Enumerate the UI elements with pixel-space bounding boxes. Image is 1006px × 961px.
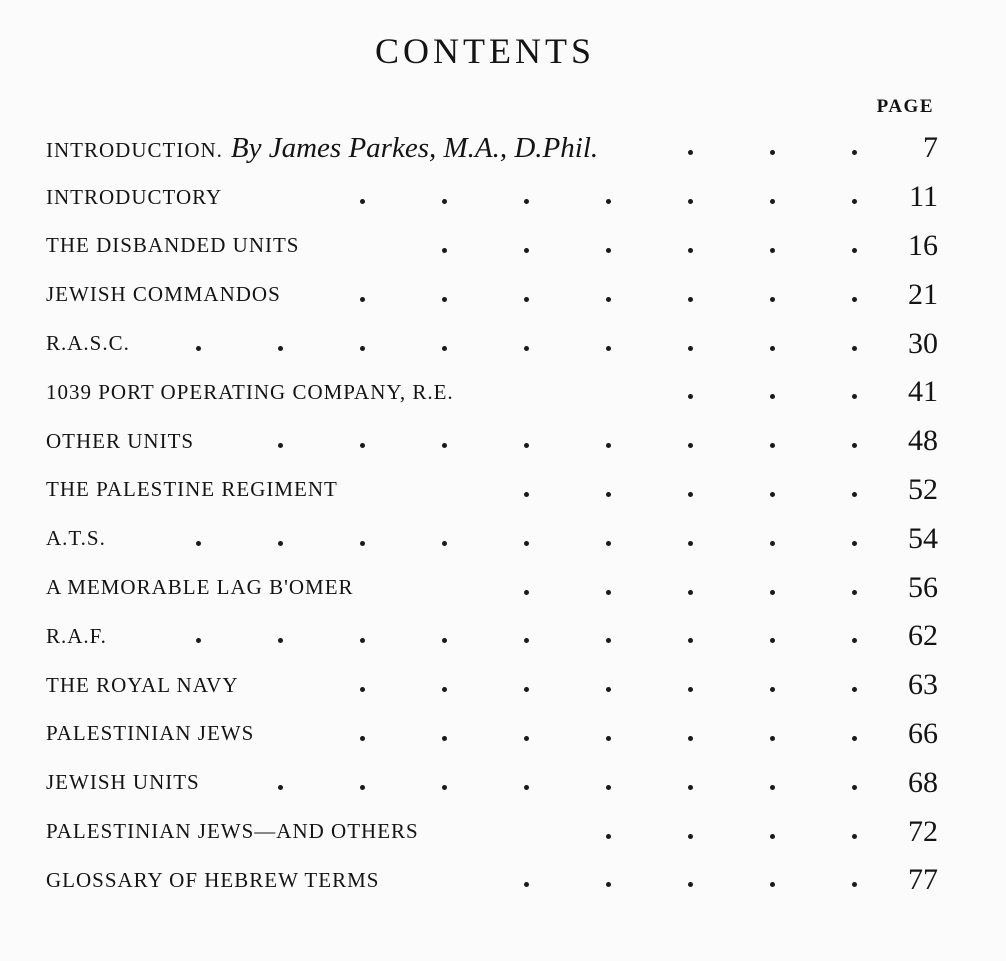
leader-dot [606,687,611,692]
toc-entry-page-number: 48 [908,424,938,458]
leader-dot [606,297,611,302]
toc-entry-title: R.A.F. [46,623,107,648]
leader-dot [852,199,857,204]
toc-entry[interactable] [46,563,938,612]
leader-dot [524,785,529,790]
leader-dot [688,736,693,741]
leader-dot [852,834,857,839]
leader-dot [688,492,693,497]
leader-dot [524,443,529,448]
toc-entry-page-number: 54 [908,521,938,555]
leader-dot [770,297,775,302]
leader-dot [524,590,529,595]
toc-entry-page-number: 52 [908,472,938,506]
toc-entry-page-number: 77 [908,863,938,897]
leader-dot [688,346,693,351]
toc-entry-page-number: 68 [908,765,938,799]
leader-dot [688,297,693,302]
dot-leader [46,319,878,368]
toc-entry[interactable] [46,319,938,368]
leader-dot [852,394,857,399]
leader-dot [360,638,365,643]
leader-dot [770,150,775,155]
leader-dot [524,199,529,204]
toc-entry-title: JEWISH COMMANDOS [46,282,281,307]
leader-dot [606,443,611,448]
toc-entry-title: THE DISBANDED UNITS [46,233,300,258]
toc-entry-title: THE PALESTINE REGIMENT [46,477,338,502]
toc-entry-title: A.T.S. [46,526,106,551]
leader-dot [524,882,529,887]
leader-dot [770,492,775,497]
leader-dot [606,346,611,351]
toc-entry[interactable] [46,270,938,319]
leader-dot [606,736,611,741]
toc-entry-page-number: 62 [908,619,938,653]
leader-dot [278,346,283,351]
leader-dot [770,736,775,741]
leader-dot [442,297,447,302]
toc-entry-title: THE ROYAL NAVY [46,672,239,697]
leader-dot [852,736,857,741]
leader-dot [770,346,775,351]
toc-entry[interactable] [46,807,938,856]
toc-entry-title: JEWISH UNITS [46,770,200,795]
leader-dot [852,346,857,351]
leader-dot [852,785,857,790]
leader-dot [442,638,447,643]
toc-entry-page-number: 21 [908,277,938,311]
leader-dot [524,638,529,643]
toc-entry[interactable] [46,124,938,173]
leader-dot [852,150,857,155]
toc-entry-title: INTRODUCTORY [46,184,223,209]
leader-dot [852,687,857,692]
leader-dot [606,541,611,546]
leader-dot [524,492,529,497]
toc-entry[interactable] [46,710,938,759]
leader-dot [852,638,857,643]
toc-entry[interactable] [46,661,938,710]
toc-entry-page-number: 63 [908,668,938,702]
leader-dot [360,297,365,302]
toc-entry-page-number: 7 [923,131,938,165]
toc-entry-page-number: 30 [908,326,938,360]
leader-dot [360,687,365,692]
leader-dot [606,248,611,253]
toc-entry[interactable] [46,514,938,563]
table-of-contents [46,124,938,905]
leader-dot [688,150,693,155]
leader-dot [852,541,857,546]
leader-dot [442,687,447,692]
toc-entry-title: PALESTINIAN JEWS—AND OTHERS [46,819,419,844]
toc-entry[interactable] [46,222,938,271]
leader-dot [770,638,775,643]
leader-dot [852,590,857,595]
leader-dot [278,785,283,790]
toc-entry[interactable] [46,466,938,515]
toc-entry-page-number: 66 [908,716,938,750]
leader-dot [688,199,693,204]
leader-dot [442,736,447,741]
leader-dot [688,687,693,692]
toc-entry-title: OTHER UNITS [46,428,195,453]
leader-dot [524,297,529,302]
leader-dot [852,882,857,887]
leader-dot [360,736,365,741]
toc-entry-title: A MEMORABLE LAG B'OMER [46,575,354,600]
toc-entry-title: GLOSSARY OF HEBREW TERMS [46,867,380,892]
leader-dot [442,346,447,351]
dot-leader [46,612,878,661]
leader-dot [770,443,775,448]
leader-dot [688,882,693,887]
leader-dot [606,199,611,204]
leader-dot [524,541,529,546]
leader-dot [688,541,693,546]
leader-dot [442,248,447,253]
leader-dot [196,346,201,351]
toc-entry[interactable] [46,173,938,222]
leader-dot [606,590,611,595]
leader-dot [606,638,611,643]
leader-dot [688,443,693,448]
leader-dot [360,541,365,546]
leader-dot [770,834,775,839]
toc-entry-page-number: 11 [909,180,938,214]
leader-dot [606,882,611,887]
leader-dot [852,492,857,497]
leader-dot [360,785,365,790]
leader-dot [770,785,775,790]
toc-entry-page-number: 72 [908,814,938,848]
leader-dot [278,443,283,448]
leader-dot [442,785,447,790]
leader-dot [770,199,775,204]
toc-entry-byline: By James Parkes, M.A., D.Phil. [230,131,599,164]
leader-dot [688,785,693,790]
toc-entry-title: R.A.S.C. [46,331,130,356]
leader-dot [770,687,775,692]
leader-dot [442,541,447,546]
leader-dot [524,248,529,253]
leader-dot [524,687,529,692]
toc-entry-title: INTRODUCTION. By James Parkes, M.A., D.Phil. [46,131,599,164]
leader-dot [360,346,365,351]
toc-entry-title: PALESTINIAN JEWS [46,721,255,746]
toc-entry-title: 1039 PORT OPERATING COMPANY, R.E. [46,379,454,404]
leader-dot [196,541,201,546]
leader-dot [606,785,611,790]
toc-entry[interactable] [46,417,938,466]
leader-dot [442,443,447,448]
leader-dot [442,199,447,204]
leader-dot [852,248,857,253]
leader-dot [278,638,283,643]
leader-dot [770,590,775,595]
leader-dot [524,736,529,741]
toc-entry[interactable] [46,856,938,905]
leader-dot [688,834,693,839]
toc-entry[interactable] [46,368,938,417]
leader-dot [770,394,775,399]
toc-entry-page-number: 56 [908,570,938,604]
leader-dot [606,834,611,839]
leader-dot [688,394,693,399]
leader-dot [688,638,693,643]
leader-dot [852,297,857,302]
leader-dot [770,248,775,253]
leader-dot [688,590,693,595]
leader-dot [360,443,365,448]
leader-dot [278,541,283,546]
leader-dot [770,882,775,887]
leader-dot [770,541,775,546]
toc-entry[interactable] [46,758,938,807]
toc-entry[interactable] [46,612,938,661]
toc-entry-page-number: 41 [908,375,938,409]
toc-entry-page-number: 16 [908,228,938,262]
leader-dot [688,248,693,253]
leader-dot [852,443,857,448]
dot-leader [46,514,878,563]
contents-title: CONTENTS [375,31,595,71]
leader-dot [606,492,611,497]
leader-dot [360,199,365,204]
page-column-header: PAGE [876,96,934,117]
leader-dot [196,638,201,643]
leader-dot [524,346,529,351]
